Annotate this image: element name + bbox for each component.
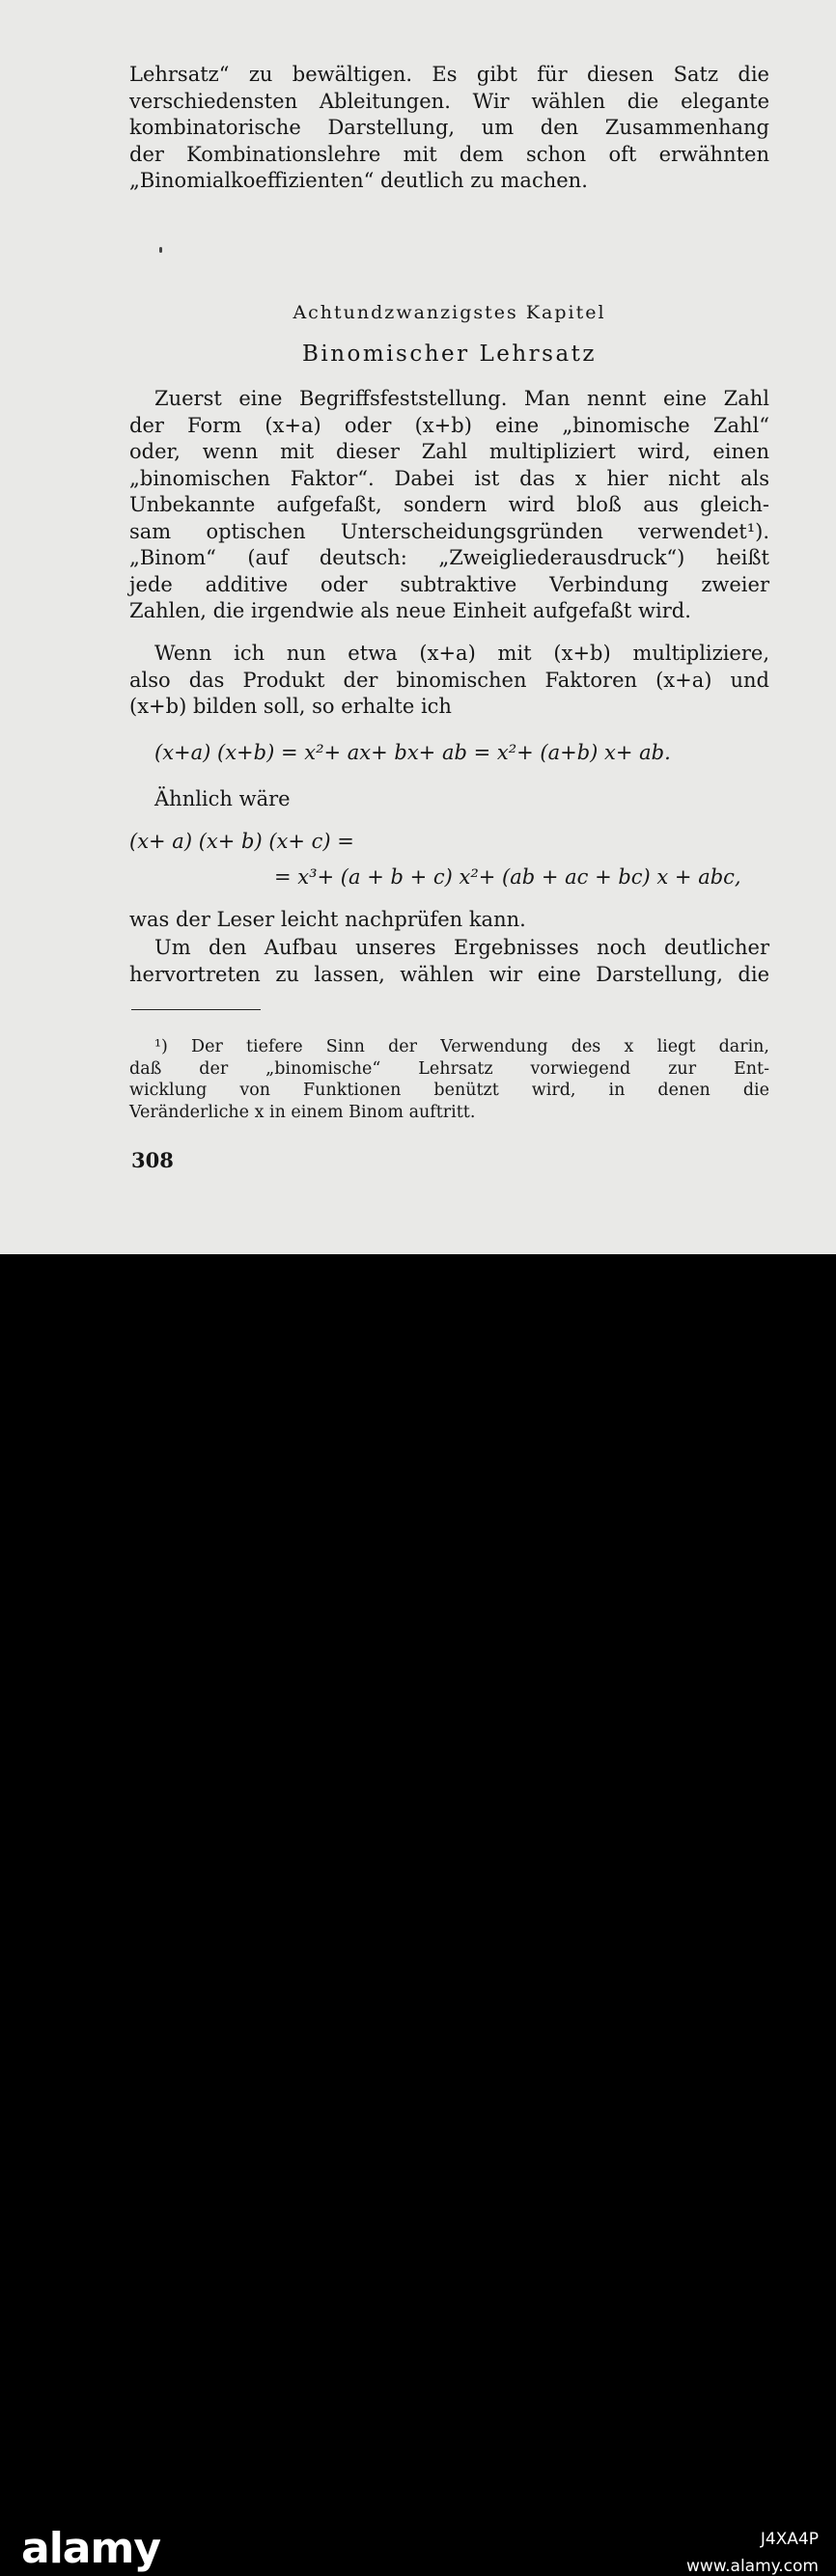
- formula-three-factors-rhs: = x³+ (a + b + c) x²+ (ab + ac + bc) x + abc,: [274, 865, 741, 889]
- footnote-line: Veränderliche x in einem Binom auftritt.: [129, 1102, 476, 1122]
- text-line: „binomischen Faktor“. Dabei ist das x hier nicht als: [129, 466, 769, 490]
- alamy-logo: alamy: [21, 2524, 160, 2573]
- footnote-divider: [131, 1009, 261, 1010]
- paragraph-check: [129, 907, 769, 934]
- text-line: der Form (x+a) oder (x+b) eine „binomische Zahl“: [129, 413, 769, 437]
- paragraph-structure: [129, 935, 769, 988]
- paragraph-multiplication: [129, 641, 769, 721]
- formula-two-factors: (x+a) (x+b) = x²+ ax+ bx+ ab = x²+ (a+b) x+ ab.: [154, 741, 671, 764]
- text-line: „Binomialkoeffizienten“ deutlich zu machen.: [129, 169, 588, 192]
- formula-three-factors-lhs: (x+ a) (x+ b) (x+ c) =: [129, 830, 354, 853]
- paragraph-definition: [129, 386, 769, 625]
- text-line: was der Leser leicht nachprüfen kann.: [129, 908, 526, 931]
- text-line: Ähnlich wäre: [154, 787, 291, 810]
- text-line: der Kombinationslehre mit dem schon oft erwähnten: [129, 142, 769, 166]
- footnote: [129, 1036, 769, 1123]
- text-line: Unbekannte aufgefaßt, sondern wird bloß aus gleich-: [129, 493, 769, 516]
- text-line: Um den Aufbau unseres Ergebnisses noch deutlicher: [154, 936, 769, 959]
- watermark-site: www.alamy.com: [685, 2557, 819, 2576]
- image-id: J4XA4P: [760, 2530, 819, 2549]
- text-line: also das Produkt der binomischen Faktoren (x+a) und: [129, 668, 769, 692]
- text-line: jede additive oder subtraktive Verbindung zweier: [129, 572, 769, 596]
- footnote-line: daß der „binomische“ Lehrsatz vorwiegend zur Ent-: [129, 1058, 769, 1079]
- text-line: „Binom“ (auf deutsch: „Zweigliederausdruck“) heißt: [129, 546, 769, 569]
- text-line: Lehrsatz“ zu bewältigen. Es gibt für diesen Satz die: [129, 63, 769, 86]
- text-line: Wenn ich nun etwa (x+a) mit (x+b) multipliziere,: [154, 642, 769, 665]
- text-line: verschiedensten Ableitungen. Wir wählen die elegante: [129, 89, 769, 113]
- text-line: Zahlen, die irgendwie als neue Einheit aufgefaßt wird.: [129, 599, 691, 622]
- similar-line: [129, 786, 769, 813]
- book-page: [0, 0, 836, 1254]
- text-line: sam optischen Unterscheidungsgründen verwendet¹).: [129, 519, 769, 543]
- footnote-line: wicklung von Funktionen benützt wird, in denen die: [129, 1081, 769, 1100]
- text-line: hervortreten zu lassen, wählen wir eine Darstellung, die: [129, 962, 769, 986]
- page-number: 308: [131, 1148, 174, 1172]
- text-line: kombinatorische Darstellung, um den Zusammenhang: [129, 116, 769, 139]
- chapter-title: Binomischer Lehrsatz: [301, 342, 598, 367]
- footnote-line: ¹) Der tiefere Sinn der Verwendung des x liegt darin,: [154, 1037, 769, 1056]
- text-line: Zuerst eine Begriffsfeststellung. Man nennt eine Zahl: [154, 387, 769, 410]
- ink-speck: [159, 247, 162, 253]
- chapter-label: Achtundzwanzigstes Kapitel: [293, 302, 606, 323]
- watermark-bar: [0, 1254, 836, 2576]
- text-line: (x+b) bilden soll, so erhalte ich: [129, 695, 452, 718]
- text-line: oder, wenn mit dieser Zahl multipliziert wird, einen: [129, 440, 769, 463]
- intro-paragraph: [129, 62, 769, 195]
